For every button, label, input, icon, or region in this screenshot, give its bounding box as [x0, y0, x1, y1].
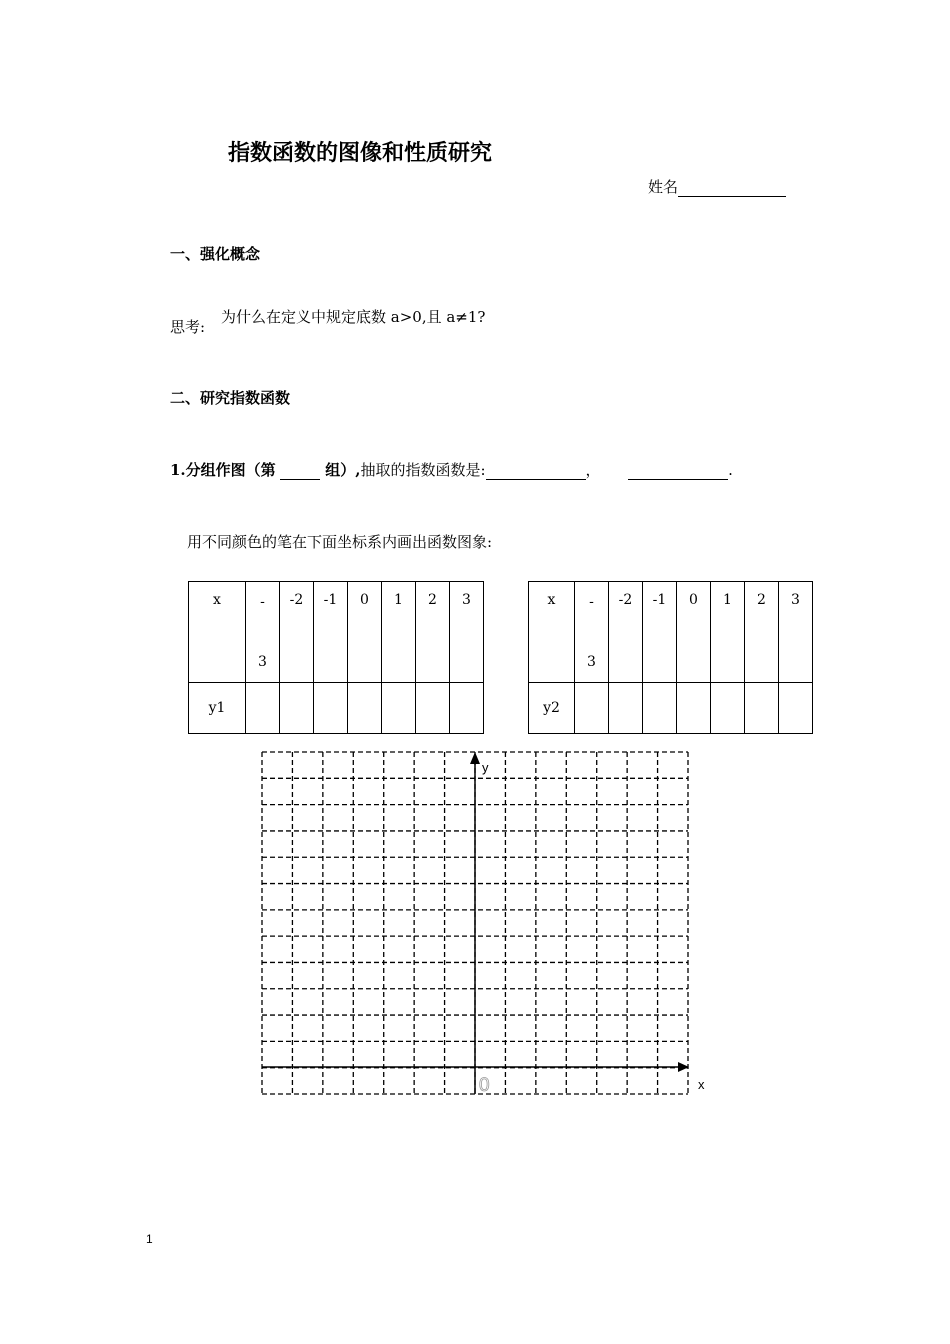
task-period: . [728, 461, 733, 479]
x-cell[interactable]: 0 [677, 582, 711, 683]
x-cell[interactable]: 0 [348, 582, 382, 683]
task-bold2: 组）, [325, 461, 361, 479]
section1-heading: 一、强化概念 [170, 245, 261, 263]
x-axis-arrow [678, 1062, 689, 1072]
x-cell[interactable]: 1 [711, 582, 745, 683]
x-cell[interactable]: 3 [450, 582, 484, 683]
x-cell[interactable]: 2 [416, 582, 450, 683]
instruction: 用不同颜色的笔在下面坐标系内画出函数图象: [187, 533, 493, 551]
x-cell[interactable]: -2 [609, 582, 643, 683]
y-header: y2 [529, 683, 575, 734]
x-cell[interactable]: -1 [643, 582, 677, 683]
think-label: 思考: [170, 318, 206, 336]
task-num: 1. [170, 461, 186, 479]
task-comma: ， [585, 461, 601, 479]
x-header: x [189, 582, 246, 683]
x-cell[interactable]: -1 [314, 582, 348, 683]
y-axis [470, 752, 489, 1094]
x-header: x [529, 582, 575, 683]
y-axis-label: y [482, 760, 489, 775]
task-bold: 分组作图（第 [185, 461, 276, 479]
name-label: 姓名 [648, 178, 679, 196]
x-cell[interactable]: -2 [280, 582, 314, 683]
x-cell[interactable]: 3 [779, 582, 813, 683]
x-axis-label: x [698, 1077, 705, 1092]
y-axis-arrow [470, 752, 480, 764]
origin-label: 0 [479, 1075, 490, 1096]
task-text: 抽取的指数函数是: [360, 461, 486, 479]
page-number: 1 [146, 1232, 153, 1246]
page-title: 指数函数的图像和性质研究 [228, 140, 493, 166]
x-cell[interactable]: - 3 [575, 582, 609, 683]
section2-heading: 二、研究指数函数 [170, 389, 291, 407]
x-cell[interactable]: - 3 [246, 582, 280, 683]
think-question: 为什么在定义中规定底数 a>0,且 a≠1? [221, 308, 486, 326]
x-cell[interactable]: 1 [382, 582, 416, 683]
y-header: y1 [189, 683, 246, 734]
x-cell[interactable]: 2 [745, 582, 779, 683]
